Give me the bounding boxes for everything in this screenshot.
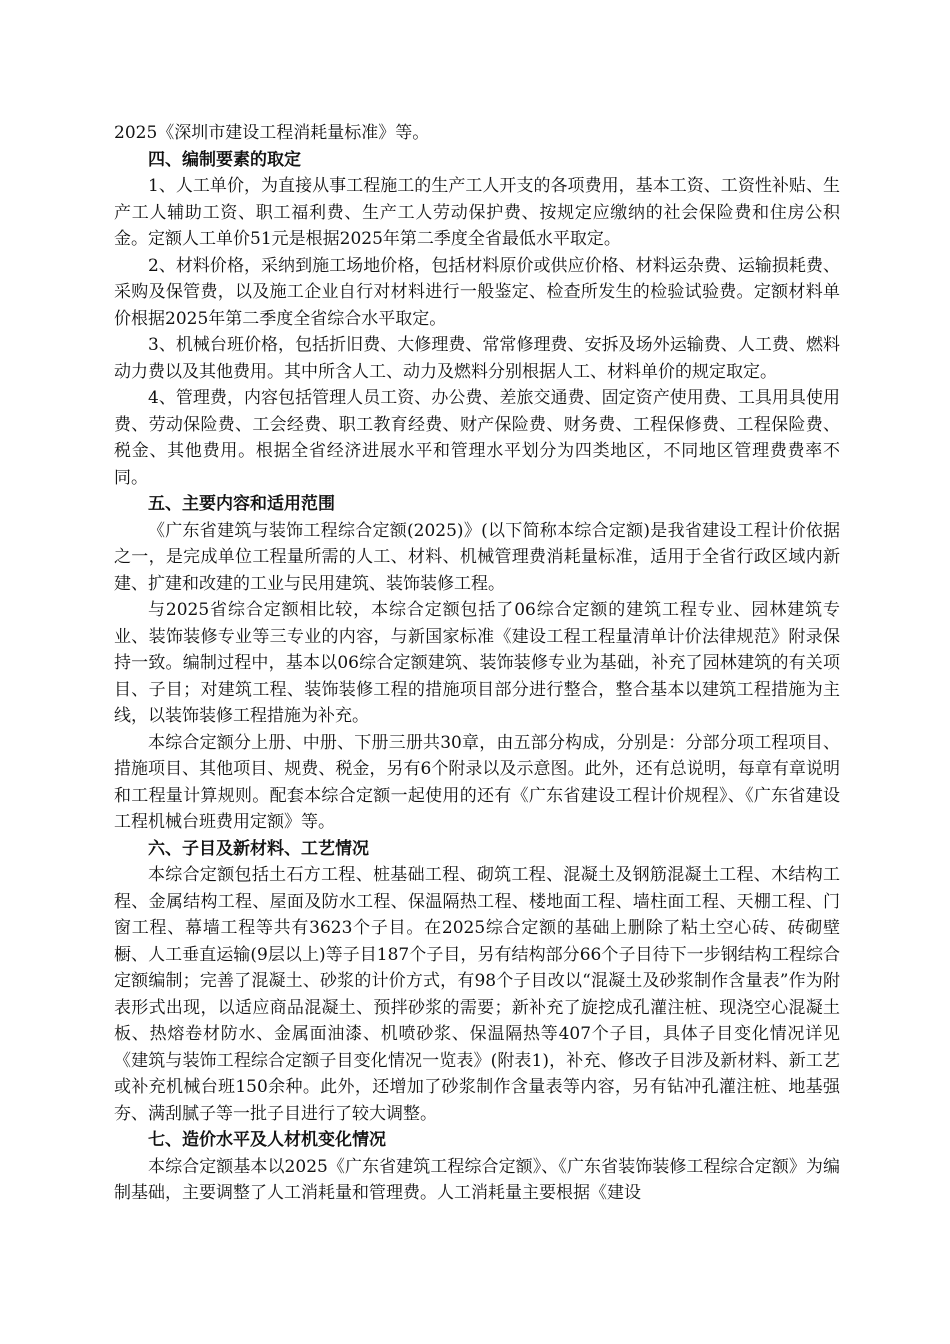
section-4-paragraph-2: 2、材料价格，采纳到施工场地价格，包括材料原价或供应价格、材料运杂费、运输损耗费、采购及保管费，以及施工企业自行对材料进行一般鉴定、检查所发生的检验试验费。定额材料单价根据2025年第二季度全省综合水平取定。 — [114, 255, 840, 329]
section-4-heading: 四、编制要素的取定 — [148, 149, 301, 170]
section-4-paragraph-3: 3、机械台班价格，包括折旧费、大修理费、常常修理费、安拆及场外运输费、人工费、燃料动力费以及其他费用。其中所含人工、动力及燃料分别根据人工、材料单价的规定取定。 — [114, 335, 840, 382]
section-5-paragraph-3: 本综合定额分上册、中册、下册三册共30章，由五部分构成，分别是：分部分项工程项目、措施项目、其他项目、规费、税金，另有6个附录以及示意图。此外，还有总说明，每章有章说明和工程量计算规则。配套本综合定额一起使用的还有《广东省建设工程计价规程》、《广东省建设工程机械台班费用定额》等。 — [114, 732, 840, 832]
section-7-paragraph-1: 本综合定额基本以2025《广东省建筑工程综合定额》、《广东省装饰装修工程综合定额》为编制基础，主要调整了人工消耗量和管理费。人工消耗量主要根据《建设 — [114, 1156, 840, 1203]
section-7-heading: 七、造价水平及人材机变化情况 — [148, 1130, 386, 1150]
lead-line: 2025《深圳市建设工程消耗量标准》等。 — [114, 123, 430, 143]
section-5-heading: 五、主要内容和适用范围 — [148, 494, 335, 514]
document-body — [114, 120, 840, 1207]
section-4-paragraph-1: 1、人工单价，为直接从事工程施工的生产工人开支的各项费用，基本工资、工资性补贴、生产工人辅助工资、职工福利费、生产工人劳动保护费、按规定应缴纳的社会保险费和住房公积金。定额人工单价51元是根据2025年第二季度全省最低水平取定。 — [114, 176, 840, 249]
section-6-paragraph-1: 本综合定额包括土石方工程、桩基础工程、砌筑工程、混凝土及钢筋混凝土工程、木结构工程、金属结构工程、屋面及防水工程、保温隔热工程、楼地面工程、墙柱面工程、天棚工程、门窗工程、幕墙工程等共有3623个子目。在2025综合定额的基础上删除了粘土空心砖、砖砌壁橱、人工垂直运输(9层以上)等子目187个子目，另有结构部分66个子目待下一步钢结构工程综合定额编制；完善了混凝土、砂浆的计价方式，有98个子目改以“混凝土及砂浆制作含量表”作为附表形式出现，以适应商品混凝土、预拌砂浆的需要；新补充了旋挖成孔灌注桩、现浇空心混凝土板、热熔卷材防水、金属面油漆、机喷砂浆、保温隔热等407个子目，具体子目变化情况详见《建筑与装饰工程综合定额子目变化情况一览表》(附表1)，补充、修改子目涉及新材料、新工艺或补充机械台班150余种。此外，还增加了砂浆制作含量表等内容，另有钻冲孔灌注桩、地基强夯、满刮腻子等一批子目进行了较大调整。 — [114, 865, 840, 1124]
section-6-heading: 六、子目及新材料、工艺情况 — [148, 838, 369, 859]
section-4-paragraph-4: 4、管理费，内容包括管理人员工资、办公费、差旅交通费、固定资产使用费、工具用具使用费、劳动保险费、工会经费、职工教育经费、财产保险费、财务费、工程保修费、工程保险费、税金、其他费用。根据全省经济进展水平和管理水平划分为四类地区，不同地区管理费费率不同。 — [114, 388, 840, 488]
section-5-paragraph-1: 《广东省建筑与装饰工程综合定额(2025)》(以下简称本综合定额)是我省建设工程计价依据之一，是完成单位工程量所需的人工、材料、机械管理费消耗量标准，适用于全省行政区域内新建、扩建和改建的工业与民用建筑、装饰装修工程。 — [114, 520, 840, 594]
section-5-paragraph-2: 与2025省综合定额相比较，本综合定额包括了06综合定额的建筑工程专业、园林建筑专业、装饰装修专业等三专业的内容，与新国家标准《建设工程工程量清单计价法律规范》附录保持一致。编制过程中，基本以06综合定额建筑、装饰装修专业为基础，补充了园林建筑的有关项目、子目；对建筑工程、装饰装修工程的措施项目部分进行整合，整合基本以建筑工程措施为主线，以装饰装修工程措施为补充。 — [114, 600, 840, 726]
